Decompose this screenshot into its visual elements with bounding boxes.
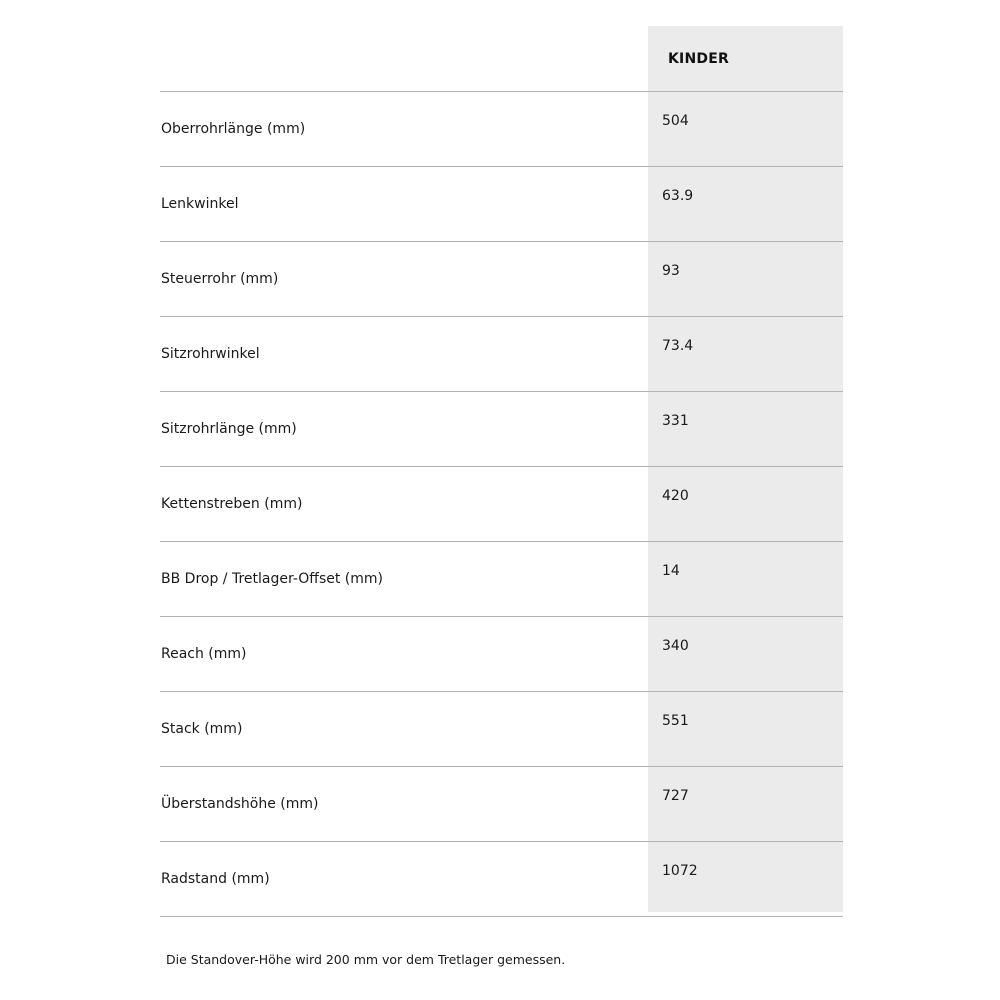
geometry-table bbox=[160, 26, 843, 917]
table-row bbox=[160, 692, 843, 767]
row-label: Steuerrohr (mm) bbox=[161, 271, 279, 287]
table-row bbox=[160, 842, 843, 917]
row-label: Oberrohrlänge (mm) bbox=[161, 121, 306, 137]
table-header bbox=[160, 26, 843, 92]
column-header-kinder: KINDER bbox=[668, 51, 729, 67]
row-label: Kettenstreben (mm) bbox=[161, 496, 303, 512]
row-value: 73.4 bbox=[662, 338, 694, 354]
footnote: Die Standover-Höhe wird 200 mm vor dem Tretlager gemessen. bbox=[166, 952, 566, 967]
row-value: 331 bbox=[662, 413, 689, 429]
row-label: Radstand (mm) bbox=[161, 871, 270, 887]
row-value: 420 bbox=[662, 488, 689, 504]
row-label: Überstandshöhe (mm) bbox=[161, 796, 319, 812]
row-value: 504 bbox=[662, 113, 689, 129]
row-value: 551 bbox=[662, 713, 689, 729]
row-value: 1072 bbox=[662, 863, 698, 879]
table-row bbox=[160, 167, 843, 242]
row-label: BB Drop / Tretlager-Offset (mm) bbox=[161, 571, 383, 587]
row-label: Sitzrohrwinkel bbox=[161, 346, 260, 362]
table-row bbox=[160, 392, 843, 467]
row-value: 727 bbox=[662, 788, 689, 804]
table-row bbox=[160, 617, 843, 692]
row-value: 340 bbox=[662, 638, 689, 654]
table-row bbox=[160, 92, 843, 167]
table-row bbox=[160, 467, 843, 542]
row-value: 14 bbox=[662, 563, 680, 579]
table-row bbox=[160, 767, 843, 842]
row-label: Lenkwinkel bbox=[161, 196, 239, 212]
row-label: Sitzrohrlänge (mm) bbox=[161, 421, 297, 437]
row-label: Stack (mm) bbox=[161, 721, 243, 737]
table-row bbox=[160, 242, 843, 317]
row-value: 63.9 bbox=[662, 188, 694, 204]
table-row bbox=[160, 317, 843, 392]
row-value: 93 bbox=[662, 263, 680, 279]
row-label: Reach (mm) bbox=[161, 646, 247, 662]
table-row bbox=[160, 542, 843, 617]
